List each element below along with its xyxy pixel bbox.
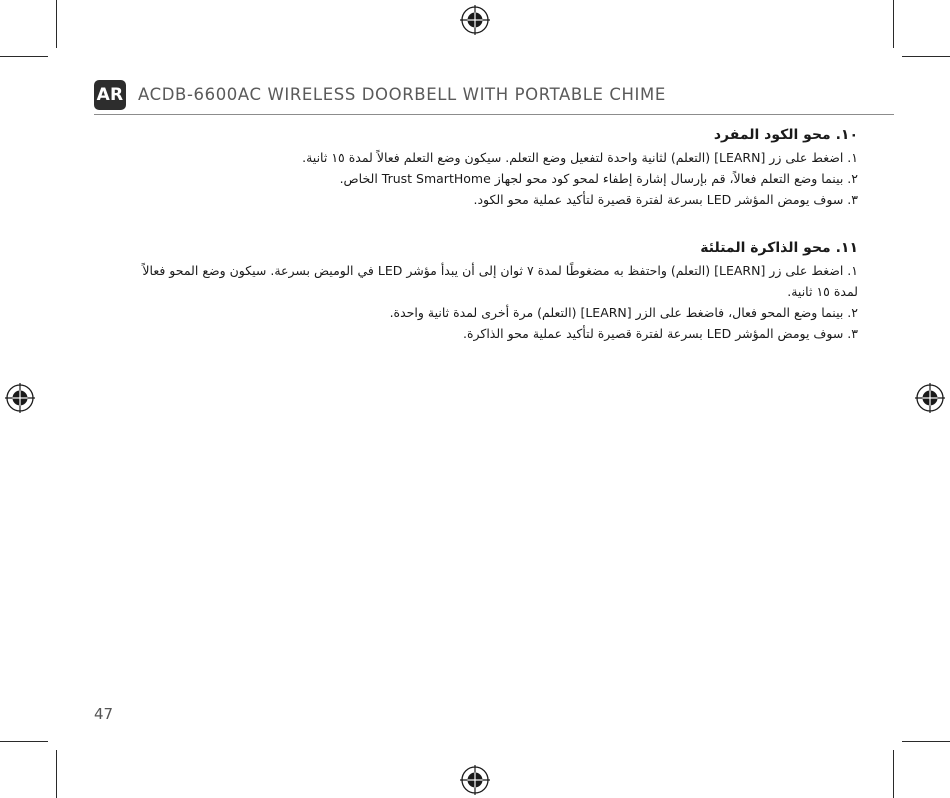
language-badge: AR bbox=[94, 80, 126, 110]
section-clear-full-memory bbox=[100, 237, 858, 344]
header-divider bbox=[94, 114, 894, 115]
crop-mark-bottom-right-horizontal bbox=[902, 741, 950, 742]
crop-mark-top-right-horizontal bbox=[902, 56, 950, 57]
crop-mark-bottom-left-horizontal bbox=[0, 741, 48, 742]
registration-mark-top-icon bbox=[459, 4, 491, 36]
crop-mark-bottom-right-vertical bbox=[893, 750, 894, 798]
registration-mark-bottom-icon bbox=[459, 764, 491, 796]
instruction-step: ٢. بينما وضع المحو فعال، فاضغط على الزر [LEARN] (التعلم) مرة أخرى لمدة ثانية واحدة. bbox=[389, 305, 858, 320]
registration-mark-left-icon bbox=[4, 382, 36, 414]
instruction-step: ٢. بينما وضع التعلم فعالاً، قم بإرسال إشارة إطفاء لمحو كود محو لجهاز Trust SmartHome الخاص. bbox=[339, 171, 858, 186]
page-number: 47 bbox=[94, 705, 114, 723]
instruction-step: ١. اضغط على زر [LEARN] (التعلم) لثانية واحدة لتفعيل وضع التعلم. سيكون وضع التعلم فعالاً لمدة ١٥ ثانية. bbox=[302, 150, 858, 165]
instruction-step-continuation: لمدة ١٥ ثانية. bbox=[787, 284, 858, 299]
crop-mark-top-left-horizontal bbox=[0, 56, 48, 57]
instruction-step: ١. اضغط على زر [LEARN] (التعلم) واحتفظ به مضغوطًا لمدة ٧ ثوان إلى أن يبدأ مؤشر LED في الوميض بسرعة. سيكون وضع المحو فعالاً bbox=[142, 263, 858, 278]
section-clear-single-code bbox=[100, 124, 858, 210]
crop-mark-top-left-vertical bbox=[56, 0, 57, 48]
instruction-step: ٣. سوف يومض المؤشر LED بسرعة لفترة قصيرة لتأكيد عملية محو الكود. bbox=[473, 192, 858, 207]
crop-mark-top-right-vertical bbox=[893, 0, 894, 48]
section-heading: ١٠. محو الكود المفرد bbox=[713, 127, 858, 143]
registration-mark-right-icon bbox=[914, 382, 946, 414]
crop-mark-bottom-left-vertical bbox=[56, 750, 57, 798]
page-title: ACDB-6600AC WIRELESS DOORBELL WITH PORTABLE CHIME bbox=[138, 85, 666, 104]
section-heading: ١١. محو الذاكرة المتلئة bbox=[700, 240, 858, 256]
instruction-step: ٣. سوف يومض المؤشر LED بسرعة لفترة قصيرة لتأكيد عملية محو الذاكرة. bbox=[462, 326, 858, 341]
